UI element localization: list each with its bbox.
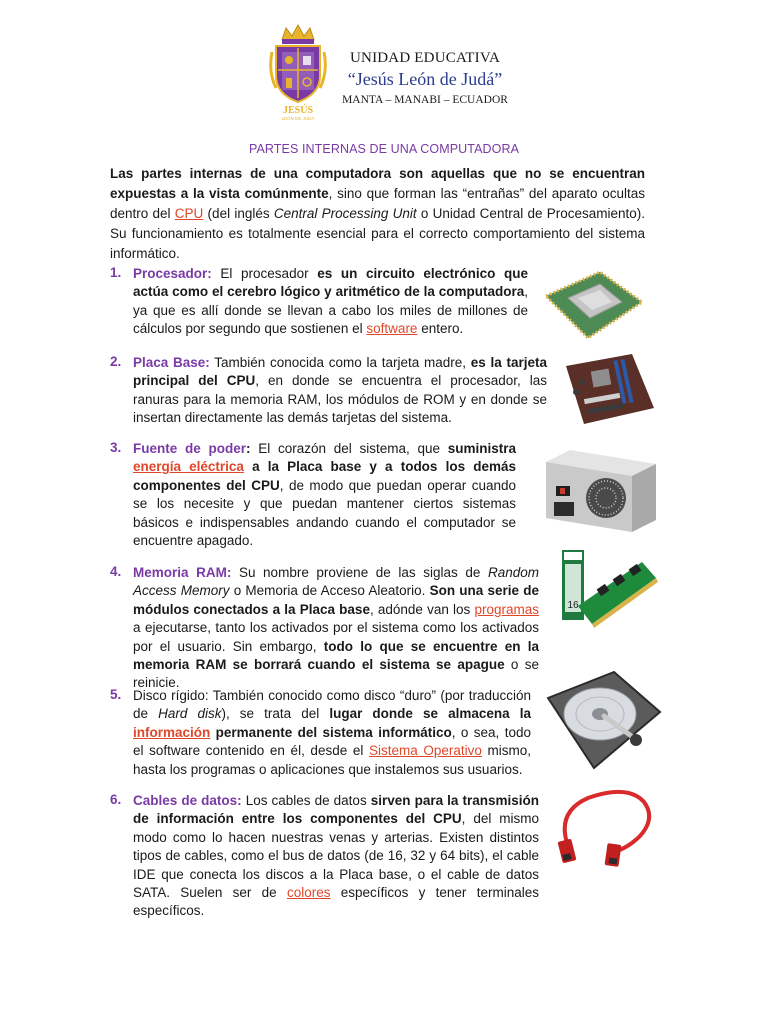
link-energia-electrica[interactable]: energía eléctrica bbox=[133, 459, 244, 475]
item-number: 1. bbox=[110, 265, 122, 280]
item-text: , o sea, todo el software contenido en él, desde el bbox=[133, 724, 531, 759]
item-bold: Son una serie de módulos conectados a la Placa base bbox=[133, 583, 539, 617]
item-bold: es un circuito electrónico que actúa como el cerebro lógico y aritmético de la computadora bbox=[133, 266, 528, 300]
item-term: Fuente de poder bbox=[133, 441, 246, 456]
item-italic: Hard disk bbox=[158, 706, 222, 722]
document-title: PARTES INTERNAS DE UNA COMPUTADORA bbox=[248, 142, 520, 156]
item-text: El corazón del sistema, que bbox=[250, 441, 448, 456]
item-bold: a la Placa base y a todos los demás componentes del CPU bbox=[133, 459, 516, 493]
item-text: Disco rígido: También conocido como disco “duro” (por traducción de bbox=[133, 688, 531, 722]
item-term: Procesador: bbox=[133, 266, 212, 281]
item-bold: sirven para la transmisión de información entre los componentes del CPU bbox=[133, 793, 539, 827]
institution-motto: “Jesús León de Judá” bbox=[347, 69, 503, 89]
school-logo bbox=[268, 22, 328, 122]
item-term: Memoria RAM: bbox=[133, 565, 232, 580]
item-number: 2. bbox=[110, 354, 122, 369]
item-term: Placa Base: bbox=[133, 355, 210, 370]
intro-lead: Las partes internas de una computadora son aquellas que no se encuentran expuestas a la vista comúnmente bbox=[110, 166, 645, 201]
item-bold: todo lo que se encuentre en la memoria RAM se borrará cuando el sistema se apague bbox=[133, 638, 539, 673]
hard-disk-image bbox=[544, 668, 662, 772]
item-bold: suministra bbox=[447, 441, 516, 456]
sata-cable-image bbox=[548, 782, 658, 868]
item-text: El procesador bbox=[211, 266, 318, 281]
intro-paragraph bbox=[110, 164, 645, 264]
intro-text: , sino que forman las “entrañas” del aparato ocultas dentro del bbox=[110, 186, 645, 221]
link-cpu[interactable]: CPU bbox=[174, 206, 204, 221]
intro-text: o Unidad Central de Procesamiento). Su funcionamiento es totalmente esencial para el correcto comportamiento del sistema informático. bbox=[110, 206, 646, 261]
institution-name: UNIDAD EDUCATIVA bbox=[350, 50, 500, 66]
item-text: a ejecutarse, tanto los activados por el sistema como los activados por el usuario. Sin embargo, bbox=[133, 620, 539, 654]
item-text: ), se trata del bbox=[221, 706, 330, 722]
item-bold: : bbox=[245, 441, 251, 456]
item-text: o Memoria de Acceso Aleatorio. bbox=[229, 583, 430, 599]
link-sistema-operativo[interactable]: Sistema Operativo bbox=[368, 743, 482, 759]
document-header bbox=[0, 0, 768, 130]
item-text: Su nombre proviene de las siglas de bbox=[231, 565, 488, 580]
item-number: 5. bbox=[110, 687, 122, 702]
item-number: 4. bbox=[110, 564, 122, 579]
item-text: , del mismo modo como lo hacen nuestras venas y arterias. Existen distintos tipos de cables, como el bus de datos (de 16, 32 y 64 bits), el cable IDE que conecta los discos a la Placa base, o el cable de datos SATA. Suelen ser de bbox=[133, 811, 539, 901]
item-text: , de modo que puedan operar cuando se los necesite y que puedan mantener ciertos sistemas básicos e indispensables andando cuando el computador se encuentre apagado. bbox=[133, 477, 516, 549]
item-text: o se reinicie. bbox=[133, 657, 539, 691]
item-bold: permanente del sistema informático bbox=[210, 724, 452, 740]
institution-block bbox=[330, 50, 520, 106]
logo-caption-main: JESÚS bbox=[282, 105, 314, 116]
item-text: , en donde se encuentra el procesador, las ranuras para la memoria RAM, los módulos de ROM y en donde se insertan directamente las demás tarjetas del sistema. bbox=[133, 373, 547, 426]
item-term: Cables de datos: bbox=[133, 793, 242, 808]
item-text: Los cables de datos bbox=[241, 793, 371, 808]
link-software[interactable]: software bbox=[366, 321, 418, 337]
item-italic: Random Access Memory bbox=[133, 565, 539, 599]
intro-text: (del inglés bbox=[203, 206, 274, 221]
motherboard-image bbox=[562, 352, 658, 426]
institution-location: MANTA – MANABI – ECUADOR bbox=[342, 94, 508, 106]
link-informacion[interactable]: información bbox=[133, 724, 211, 740]
intro-italic: Central Processing Unit bbox=[273, 206, 417, 221]
link-colores[interactable]: colores bbox=[286, 885, 331, 901]
item-number: 6. bbox=[110, 792, 122, 807]
item-text: entero. bbox=[417, 321, 464, 337]
item-text: También conocida como la tarjeta madre, bbox=[209, 355, 471, 370]
item-text: específicos y tener terminales específicos. bbox=[133, 885, 539, 919]
ram-module-image bbox=[556, 546, 660, 650]
logo-caption-sub: LEÓN DE JUDÁ bbox=[281, 116, 315, 121]
item-text: , adónde van los bbox=[369, 601, 475, 617]
link-programas[interactable]: programas bbox=[474, 601, 539, 617]
item-text: , ya que es allí donde se llevan a cabo los miles de millones de cálculos por segundo que sostienen el bbox=[133, 284, 528, 337]
cpu-chip-image bbox=[538, 266, 648, 344]
item-number: 3. bbox=[110, 440, 122, 455]
item-text: mismo, hasta los programas o aplicaciones que instalemos sus usuarios. bbox=[133, 743, 532, 777]
ram-capacity-label: 16 bbox=[567, 600, 579, 611]
power-supply-image bbox=[540, 446, 658, 534]
item-bold: es la tarjeta principal del CPU bbox=[133, 355, 547, 389]
item-bold: lugar donde se almacena la bbox=[329, 706, 531, 722]
